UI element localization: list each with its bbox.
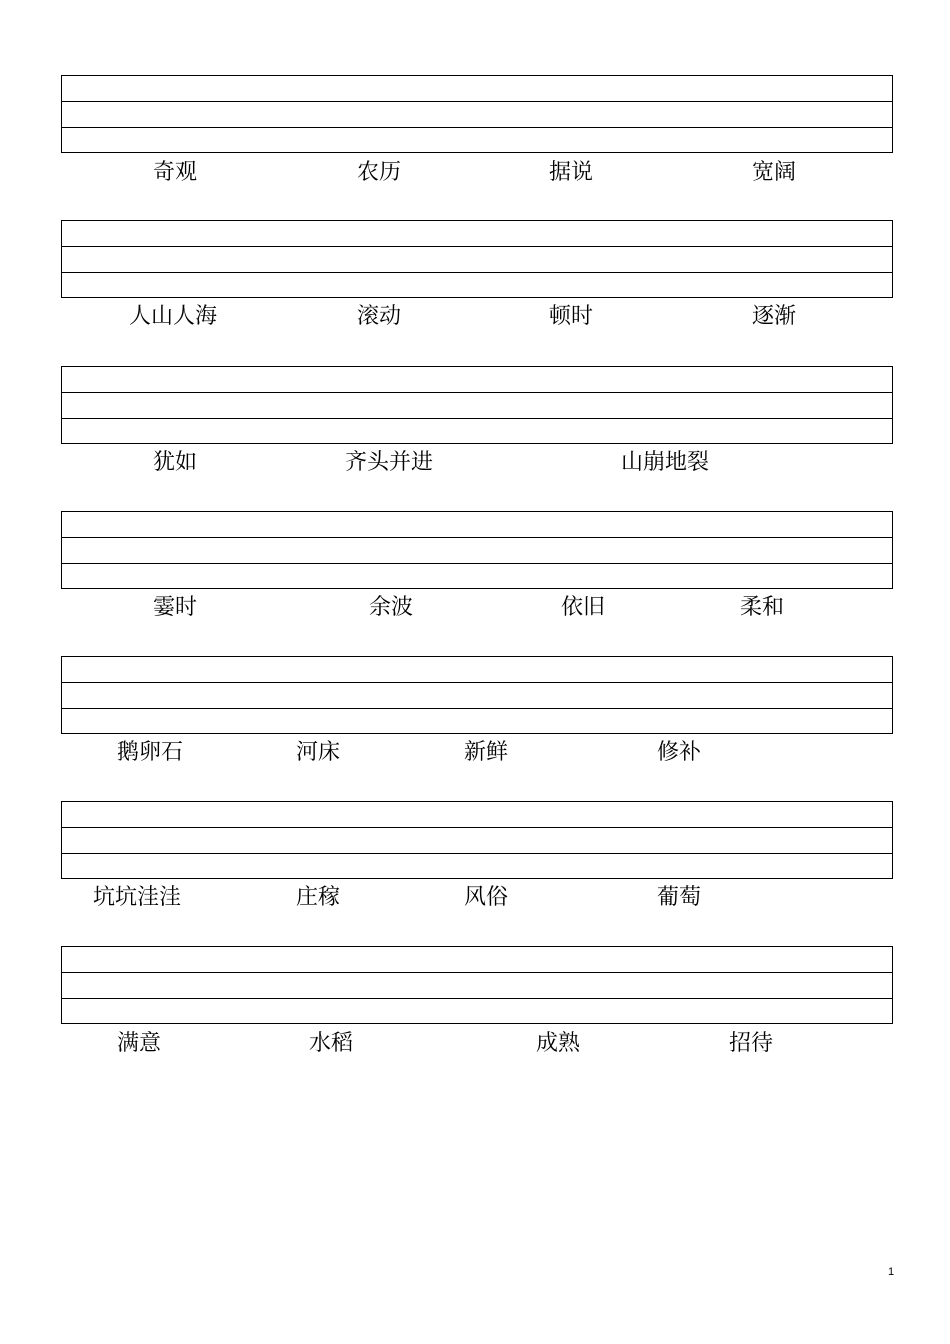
vocab-word: 据说 (549, 160, 594, 185)
vocab-word: 风俗 (464, 885, 509, 910)
vocab-word: 新鲜 (464, 740, 509, 765)
grid-rule (62, 272, 892, 273)
writing-grid-7 (61, 946, 893, 1024)
page-number: 1 (888, 1266, 895, 1278)
writing-grid-5 (61, 656, 893, 734)
vocab-word: 人山人海 (129, 304, 218, 329)
vocab-word: 河床 (296, 740, 341, 765)
vocab-word: 成熟 (536, 1031, 581, 1056)
vocab-word: 山崩地裂 (621, 450, 710, 475)
grid-rule (62, 827, 892, 828)
vocab-word: 招待 (729, 1031, 774, 1056)
vocab-word: 农历 (357, 160, 402, 185)
vocab-word: 宽阔 (752, 160, 797, 185)
grid-rule (62, 682, 892, 683)
grid-rule (62, 392, 892, 393)
vocab-word: 葡萄 (657, 885, 702, 910)
grid-rule (62, 101, 892, 102)
vocab-word: 余波 (369, 595, 414, 620)
vocab-word: 依旧 (561, 595, 606, 620)
writing-grid-3 (61, 366, 893, 444)
writing-grid-2 (61, 220, 893, 298)
vocab-word: 庄稼 (296, 885, 341, 910)
grid-rule (62, 708, 892, 709)
vocab-word: 逐渐 (752, 304, 797, 329)
grid-rule (62, 418, 892, 419)
grid-rule (62, 972, 892, 973)
grid-rule (62, 998, 892, 999)
writing-grid-1 (61, 75, 893, 153)
writing-grid-6 (61, 801, 893, 879)
vocab-word: 齐头并进 (345, 450, 434, 475)
grid-rule (62, 127, 892, 128)
writing-grid-4 (61, 511, 893, 589)
vocab-word: 霎时 (153, 595, 198, 620)
vocab-word: 水稻 (309, 1031, 354, 1056)
vocab-word: 柔和 (740, 595, 785, 620)
vocab-word: 犹如 (153, 450, 198, 475)
vocab-word: 满意 (117, 1031, 162, 1056)
vocab-word: 滚动 (357, 304, 402, 329)
vocab-word: 奇观 (153, 160, 198, 185)
vocab-word: 鹅卵石 (117, 740, 184, 765)
vocab-word: 坑坑洼洼 (93, 885, 182, 910)
grid-rule (62, 537, 892, 538)
vocab-word: 修补 (657, 740, 702, 765)
vocab-word: 顿时 (549, 304, 594, 329)
grid-rule (62, 563, 892, 564)
grid-rule (62, 853, 892, 854)
grid-rule (62, 246, 892, 247)
